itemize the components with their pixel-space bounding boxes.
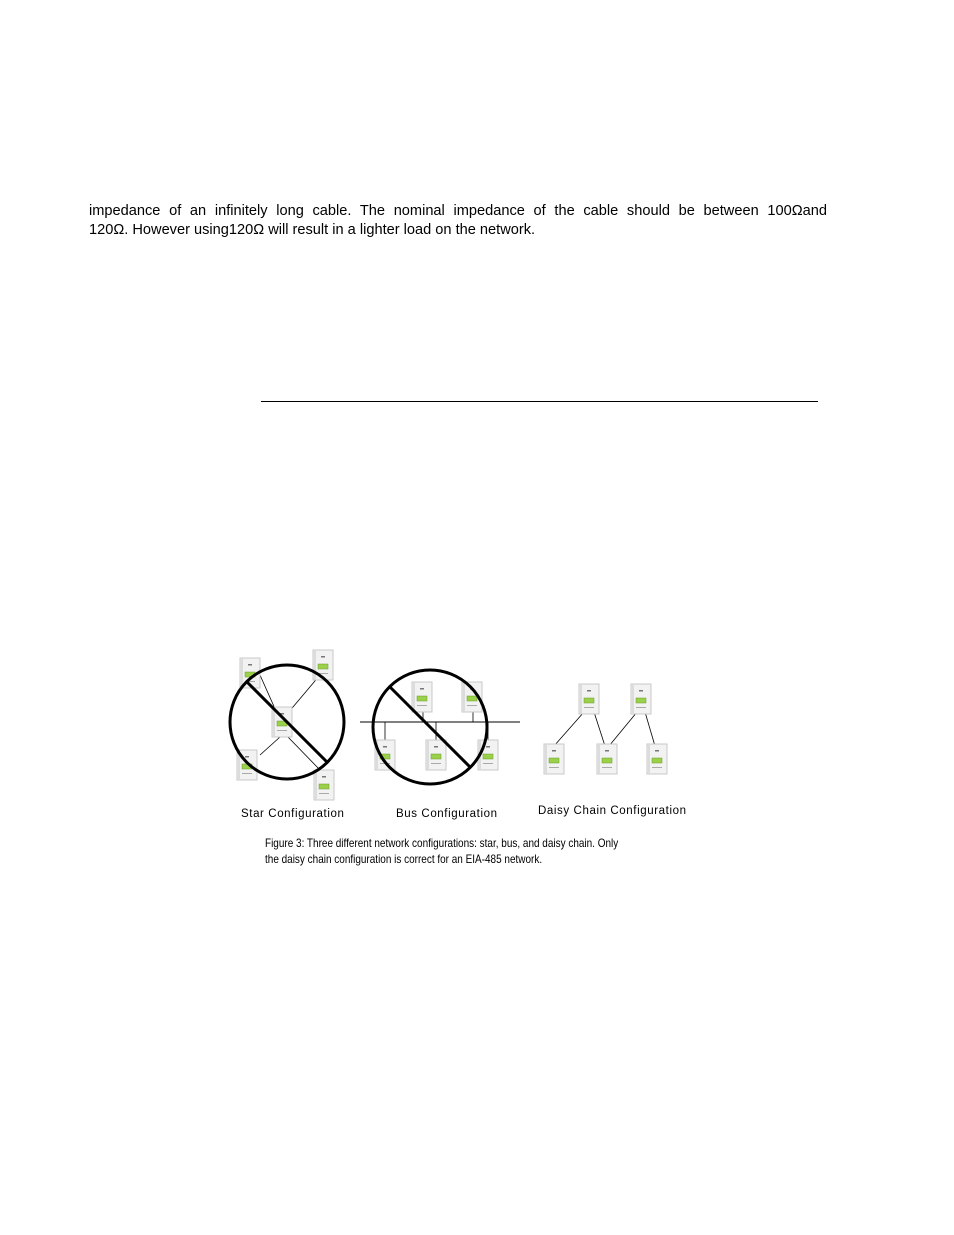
daisy-device-top-1: [579, 684, 599, 714]
paragraph-line-2: 120Ω. However using120Ω will result in a lighter load on the network.: [89, 222, 536, 238]
daisy-device-bottom-2: [597, 744, 617, 774]
daisy-device-bottom-1: [544, 744, 564, 774]
daisy-device-bottom-3: [647, 744, 667, 774]
daisy-chain-configuration-label: Daisy Chain Configuration: [538, 805, 687, 817]
daisy-device-top-2: [631, 684, 651, 714]
bus-configuration: [360, 670, 520, 784]
caption-line-2: the daisy chain configuration is correct for an EIA-485 network.: [265, 853, 543, 866]
bus-device-bottom-2: [426, 740, 446, 770]
bus-device-top-1: [412, 682, 432, 712]
body-paragraph: [89, 202, 827, 240]
star-configuration: [230, 650, 344, 800]
horizontal-rule: [261, 401, 818, 402]
star-configuration-label: Star Configuration: [241, 808, 345, 820]
prohibited-slash: [247, 682, 327, 762]
network-configurations-figure: [220, 640, 700, 830]
paragraph-line-1: impedance of an infinitely long cable. The nominal impedance of the cable should be between 100Ωand: [89, 203, 827, 219]
network-diagram: [220, 640, 700, 830]
caption-line-1: Figure 3: Three different network configurations: star, bus, and daisy chain. Only: [265, 837, 619, 850]
daisy-chain-configuration: [544, 684, 667, 774]
bus-device-bottom-1: [375, 740, 395, 770]
star-device-bottom-right: [314, 770, 334, 800]
star-device-top-right: [313, 650, 333, 680]
figure-caption: [265, 836, 635, 868]
bus-configuration-label: Bus Configuration: [396, 808, 498, 820]
